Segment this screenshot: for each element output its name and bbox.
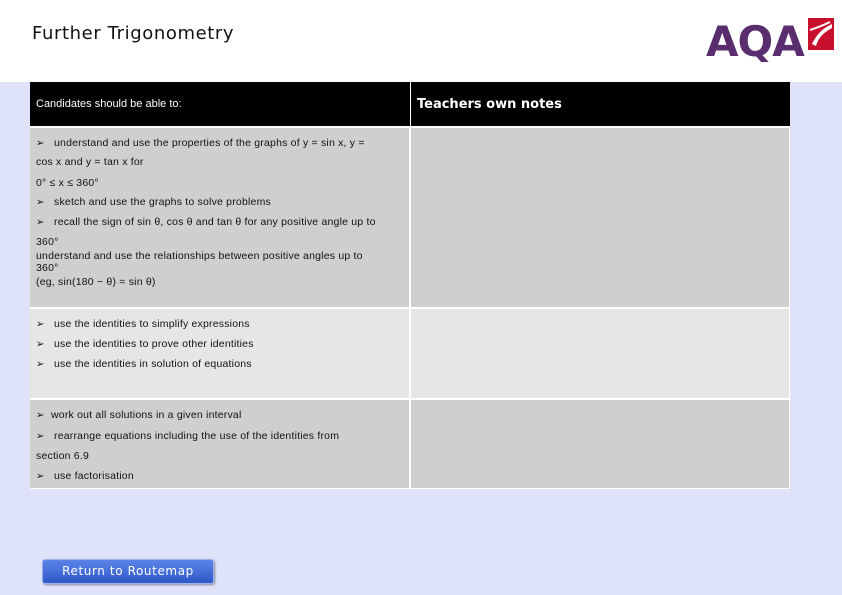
arrow-bullet-icon: ➢ bbox=[36, 471, 45, 482]
list-item-continued: (eg, sin(180 − θ) = sin θ) bbox=[36, 276, 156, 288]
notes-cell-1[interactable] bbox=[411, 128, 789, 307]
notes-cell-3[interactable] bbox=[411, 400, 789, 488]
list-item-continued: 0° ≤ x ≤ 360° bbox=[36, 177, 99, 189]
arrow-bullet-icon: ➢ bbox=[36, 359, 45, 370]
list-item: ➢ recall the sign of sin θ, cos θ and tan θ for any positive angle up to bbox=[36, 216, 376, 228]
list-item-continued: 360° bbox=[36, 236, 59, 248]
page-title: Further Trigonometry bbox=[32, 23, 235, 44]
header-left-label: Candidates should be able to: bbox=[36, 98, 182, 110]
list-item: ➢ use the identities to prove other identities bbox=[36, 338, 254, 350]
table-row-1-content bbox=[30, 128, 409, 307]
list-item-continued: 360° bbox=[36, 262, 59, 274]
arrow-bullet-icon: ➢ bbox=[36, 138, 45, 149]
table-row-2-content bbox=[30, 309, 409, 398]
arrow-bullet-icon: ➢ bbox=[36, 339, 45, 350]
header-right-label: Teachers own notes bbox=[417, 97, 562, 112]
arrow-bullet-icon: ➢ bbox=[36, 410, 45, 421]
header bbox=[0, 0, 842, 82]
arrow-bullet-icon: ➢ bbox=[36, 319, 45, 330]
header-cell-right bbox=[411, 82, 790, 126]
list-item: ➢ work out all solutions in a given interval bbox=[36, 409, 242, 421]
arrow-bullet-icon: ➢ bbox=[36, 197, 45, 208]
arrow-bullet-icon: ➢ bbox=[36, 217, 45, 228]
aqa-logo bbox=[706, 16, 834, 68]
list-item: ➢ use the identities in solution of equations bbox=[36, 358, 252, 370]
table-row-3-content bbox=[30, 400, 409, 488]
header-cell-left bbox=[30, 82, 410, 126]
list-item-continued: section 6.9 bbox=[36, 450, 89, 462]
list-item: ➢ understand and use the properties of the graphs of y = sin x, y = bbox=[36, 137, 365, 149]
list-item-continued: cos x and y = tan x for bbox=[36, 156, 144, 168]
arrow-bullet-icon: ➢ bbox=[36, 431, 45, 442]
list-item: ➢ sketch and use the graphs to solve problems bbox=[36, 196, 271, 208]
list-item: ➢ rearrange equations including the use of the identities from bbox=[36, 430, 340, 442]
list-item-continued: understand and use the relationships between positive angles up to bbox=[36, 250, 363, 262]
content-table bbox=[30, 82, 790, 489]
return-to-routemap-button[interactable]: Return to Routemap bbox=[42, 559, 214, 584]
notes-cell-2[interactable] bbox=[411, 309, 789, 398]
list-item: ➢ use the identities to simplify expressions bbox=[36, 318, 250, 330]
logo-swoosh-icon bbox=[808, 18, 834, 50]
list-item: ➢ use factorisation bbox=[36, 470, 134, 482]
logo-text: AQA bbox=[706, 17, 804, 66]
